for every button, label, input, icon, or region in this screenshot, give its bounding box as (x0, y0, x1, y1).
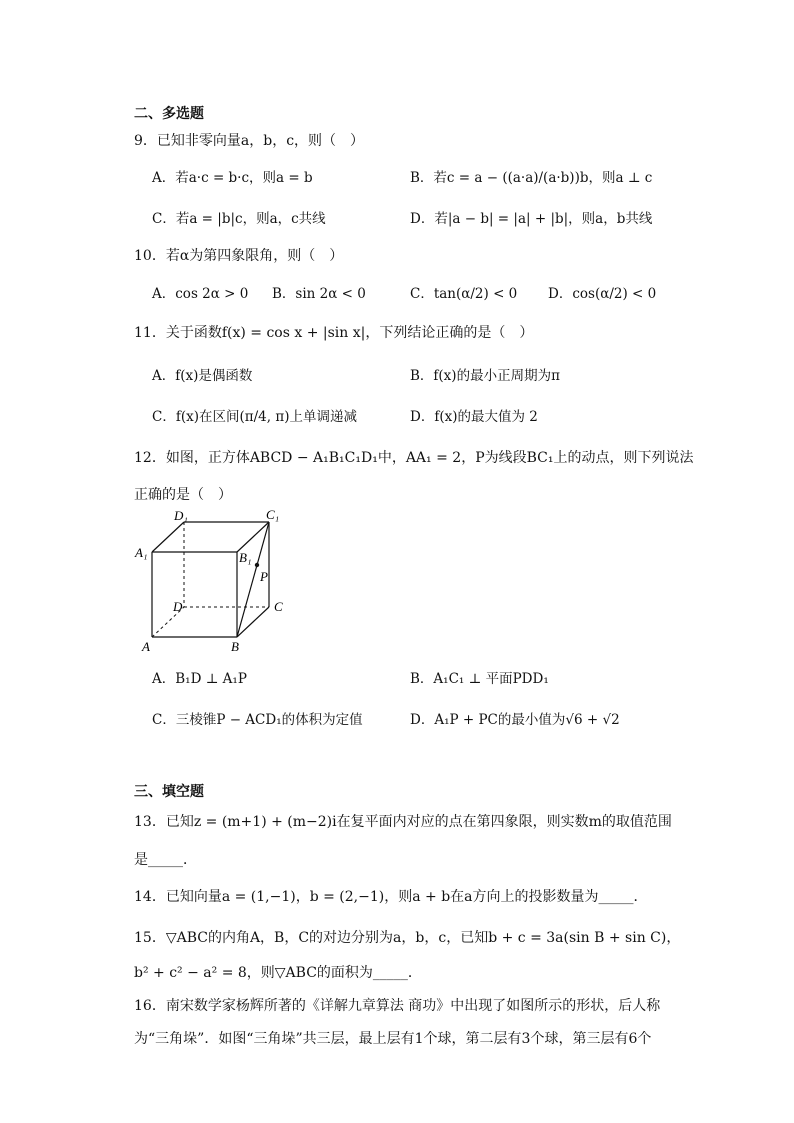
label-d1: D₁ (174, 508, 188, 523)
q12-option-a: A．B₁D ⊥ A₁P (152, 671, 247, 687)
q15-line2: b² + c² − a² = 8，则▽ABC的面积为_____． (134, 965, 422, 981)
cube-figure (130, 505, 300, 655)
point-p (255, 563, 259, 567)
q10-option-a: A．cos 2α > 0 (152, 286, 249, 302)
q12-stem-line2: 正确的是（ ） (134, 487, 232, 503)
q9-option-b: B．若c = a − ((a·a)/(a·b))b，则a ⊥ c (410, 170, 653, 186)
section-title-fill: 三、填空题 (134, 784, 204, 800)
q10-stem: 10．若α为第四象限角，则（ ） (134, 248, 344, 264)
q16-line1: 16．南宋数学家杨辉所著的《详解九章算法 商功》中出现了如图所示的形状，后人称 (134, 998, 661, 1014)
q9-option-a: A．若a·c = b·c，则a = b (152, 170, 313, 186)
q12-option-d: D．A₁P + PC的最小值为√6 + √2 (410, 712, 620, 728)
q11-option-a: A．f(x)是偶函数 (152, 368, 253, 384)
q12-stem-line1: 12．如图，正方体ABCD − A₁B₁C₁D₁中，AA₁ = 2，P为线段BC₁上的动点，则下列说法 (134, 450, 694, 466)
q10-option-c: C．tan(α/2) < 0 (410, 286, 518, 302)
label-b1: B₁ (239, 550, 252, 565)
section-title-multi: 二、多选题 (134, 106, 204, 122)
q15-line1: 15．▽ABC的内角A，B，C的对边分别为a，b，c，已知b + c = 3a(sin B + sin C)， (134, 930, 681, 946)
edge-b1c1 (237, 522, 269, 552)
label-a: A (142, 639, 150, 654)
label-p: P (260, 569, 268, 584)
label-c: C (274, 599, 283, 614)
q13-line2: 是_____． (134, 852, 197, 868)
label-a1: A₁ (135, 545, 148, 560)
q11-option-c: C．f(x)在区间(π/4, π)上单调递减 (152, 409, 357, 425)
q11-option-b: B．f(x)的最小正周期为π (410, 368, 560, 384)
q10-option-b: B．sin 2α < 0 (272, 286, 366, 302)
q11-stem: 11．关于函数f(x) = cos x + |sin x|，下列结论正确的是（ ） (134, 325, 534, 341)
q13-line1: 13．已知z = (m+1) + (m−2)i在复平面内对应的点在第四象限，则实数m的取值范围 (134, 814, 672, 830)
label-c1: C₁ (266, 507, 280, 522)
edge-bc (237, 607, 269, 637)
q9-stem: 9．已知非零向量a，b，c，则（ ） (134, 133, 365, 149)
edge-a1d1 (152, 522, 184, 552)
q9-option-c: C．若a = |b|c，则a，c共线 (152, 211, 326, 227)
q10-option-d: D．cos(α/2) < 0 (548, 286, 657, 302)
q12-option-b: B．A₁C₁ ⊥ 平面PDD₁ (410, 671, 549, 687)
label-d: D (173, 599, 183, 614)
q14-line1: 14．已知向量a = (1,−1)，b = (2,−1)，则a + b在a方向上的投影数量为_____． (134, 889, 648, 905)
label-b: B (231, 639, 239, 654)
q12-option-c: C．三棱锥P − ACD₁的体积为定值 (152, 712, 363, 728)
q11-option-d: D．f(x)的最大值为 2 (410, 409, 538, 425)
q9-option-d: D．若|a − b| = |a| + |b|，则a，b共线 (410, 211, 653, 227)
q16-line2: 为“三角垛”．如图“三角垛”共三层，最上层有1个球，第二层有3个球，第三层有6个 (134, 1031, 652, 1047)
